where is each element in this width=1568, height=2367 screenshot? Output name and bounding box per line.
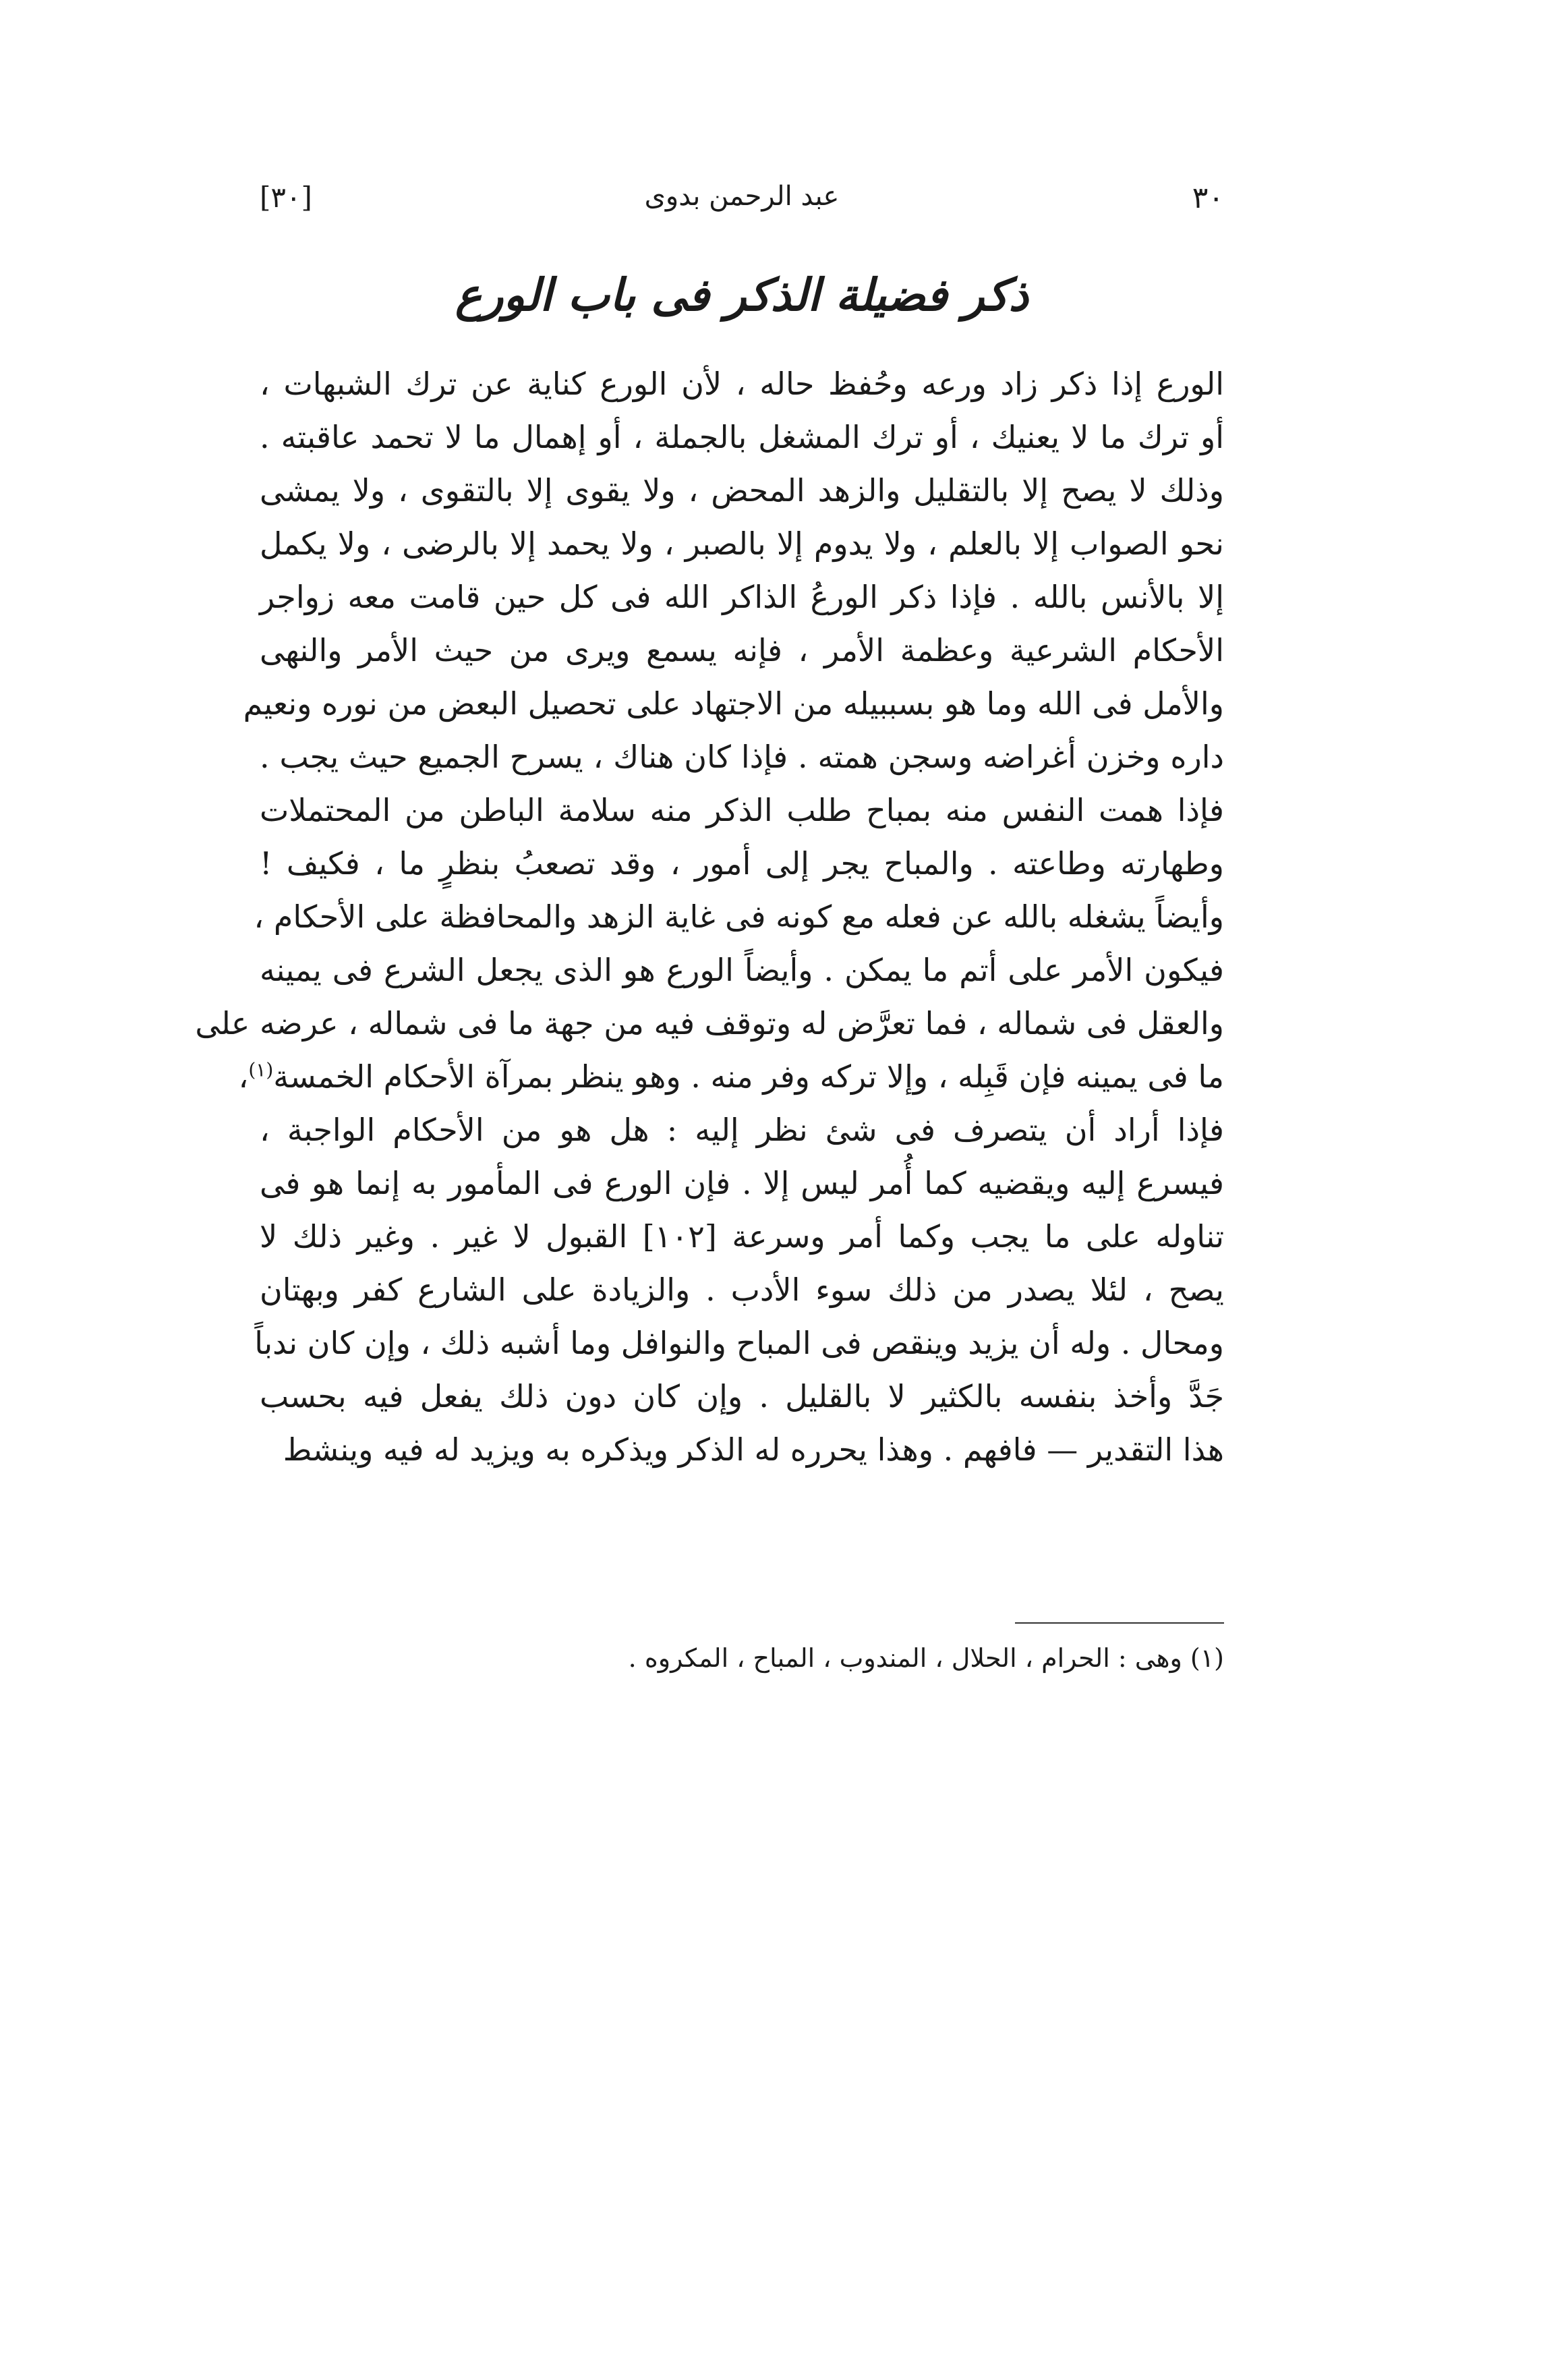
text-line: والعقل فى شماله ، فما تعرَّض له وتوقف فيه من جهة ما فى شماله ، عرضه على	[195, 1005, 1224, 1042]
text-line: فيسرع إليه ويقضيه كما أُمر ليس إلا . فإن الورع فى المأمور به إنما هو فى	[260, 1165, 1224, 1201]
manuscript-page-reference: [٣٠]	[260, 181, 312, 214]
footnote-divider	[1015, 1622, 1224, 1624]
text-line-with-footnote	[238, 1050, 1224, 1104]
page-header	[260, 177, 1224, 231]
text-line: الورع إذا ذكر زاد ورعه وحُفظ حاله ، لأن الورع كناية عن ترك الشبهات ،	[260, 366, 1224, 402]
text-line: فإذا أراد أن يتصرف فى شئ نظر إليه : هل هو من الأحكام الواجبة ،	[260, 1112, 1224, 1148]
text-line: فيكون الأمر على أتم ما يمكن . وأيضاً الورع هو الذى يجعل الشرع فى يمينه	[260, 952, 1224, 988]
text-line: تناوله على ما يجب وكما أمر وسرعة [١٠٢] القبول لا غير . وغير ذلك لا	[260, 1218, 1225, 1255]
text-line-content: ما فى يمينه فإن قَبِله ، وإلا تركه وفر منه . وهو ينظر بمرآة الأحكام الخمسة	[273, 1058, 1224, 1095]
text-line: نحو الصواب إلا بالعلم ، ولا يدوم إلا بالصبر ، ولا يحمد إلا بالرضى ، ولا يكمل	[260, 525, 1224, 562]
text-line: فإذا همت النفس منه بمباح طلب الذكر منه سلامة الباطن من المحتملات	[260, 792, 1224, 828]
running-title: عبد الرحمن بدوى	[644, 181, 840, 212]
text-line: وأيضاً يشغله بالله عن فعله مع كونه فى غاية الزهد والمحافظة على الأحكام ،	[254, 899, 1224, 935]
chapter-title: ذكر فضيلة الذكر فى باب الورع	[455, 268, 1028, 321]
text-line: جَدَّ وأخذ بنفسه بالكثير لا بالقليل . وإن كان دون ذلك يفعل فيه بحسب	[260, 1378, 1224, 1415]
text-line: هذا التقدير — فافهم . وهذا يحرره له الذكر ويذكره به ويزيد له فيه وينشط	[283, 1431, 1224, 1468]
text-line: داره وخزن أغراضه وسجن همته . فإذا كان هناك ، يسرح الجميع حيث يجب .	[260, 739, 1224, 775]
text-line: يصح ، لئلا يصدر من ذلك سوء الأدب . والزيادة على الشارع كفر وبهتان	[260, 1272, 1224, 1308]
body-text	[195, 358, 1225, 1477]
text-line: إلا بالأنس بالله . فإذا ذكر الورعُ الذاكر الله فى كل حين قامت معه زواجر	[260, 579, 1224, 615]
footnote: (١) وهى : الحرام ، الحلال ، المندوب ، المباح ، المكروه .	[628, 1643, 1224, 1673]
text-line: والأمل فى الله وما هو بسببيله من الاجتهاد على تحصيل البعض من نوره ونعيم	[243, 685, 1224, 722]
text-line: وذلك لا يصح إلا بالتقليل والزهد المحض ، ولا يقوى إلا بالتقوى ، ولا يمشى	[260, 472, 1224, 509]
text-line: أو ترك ما لا يعنيك ، أو ترك المشغل بالجملة ، أو إهمال ما لا تحمد عاقبته .	[260, 419, 1224, 455]
text-line: وطهارته وطاعته . والمباح يجر إلى أمور ، وقد تصعبُ بنظرٍ ما ، فكيف !	[260, 845, 1224, 882]
footnote-reference: (١)	[248, 1058, 274, 1081]
text-line: الأحكام الشرعية وعظمة الأمر ، فإنه يسمع ويرى من حيث الأمر والنهى	[260, 632, 1224, 668]
page-number: ٣٠	[1192, 181, 1224, 215]
text-line-tail: ،	[238, 1058, 249, 1095]
text-line: ومحال . وله أن يزيد وينقص فى المباح والنوافل وما أشبه ذلك ، وإن كان ندباً	[254, 1325, 1224, 1361]
